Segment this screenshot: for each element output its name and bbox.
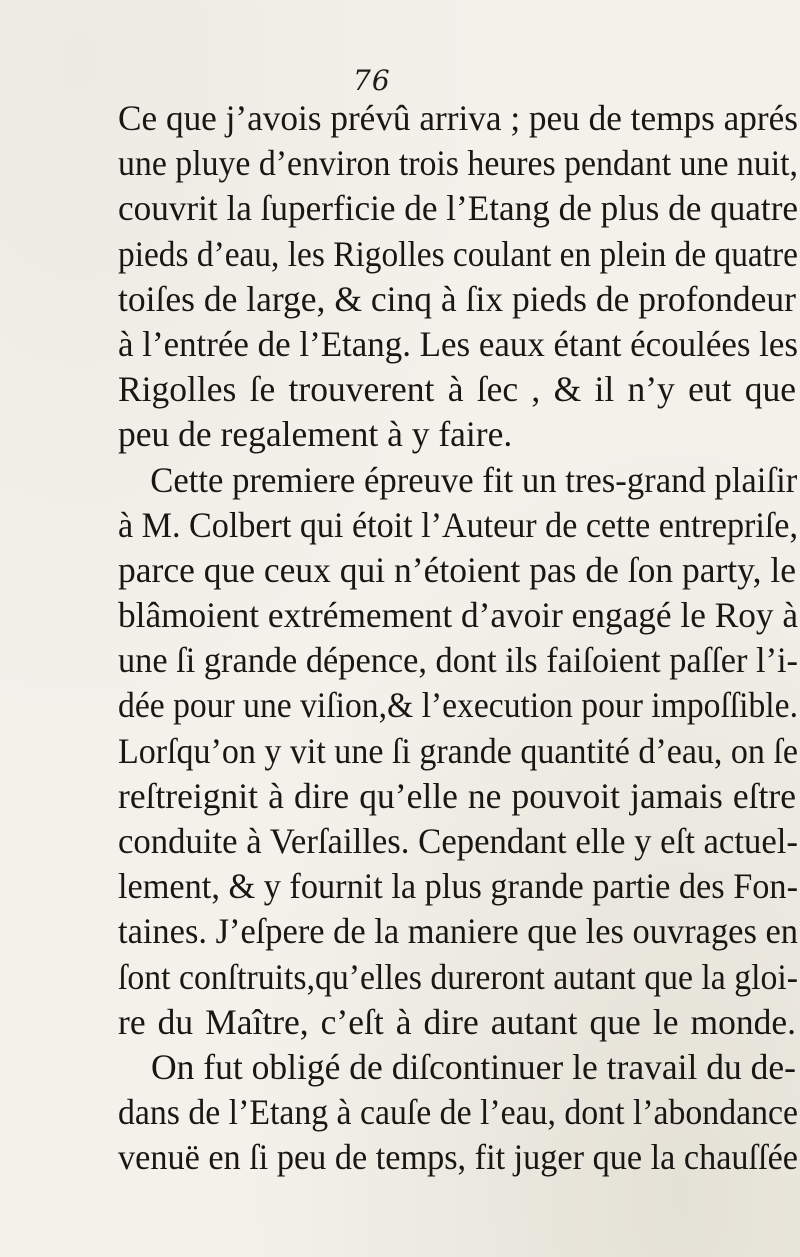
text-line: pieds d’eau, les Rigolles coulant en plein de quatre bbox=[118, 233, 798, 274]
paragraph-start-line: On fut obligé de diſcontinuer le travail du de- bbox=[151, 1046, 796, 1087]
text-line: Rigolles ſe trouverent à ſec , & il n’y eut que bbox=[118, 369, 796, 410]
text-line: venuë en ſi peu de temps, fit juger que la chauſſée bbox=[118, 1137, 799, 1178]
text-line: dée pour une viſion,& l’execution pour impoſſible. bbox=[118, 685, 798, 726]
text-line: toiſes de large, & cinq à ſix pieds de profondeur bbox=[118, 278, 796, 319]
text-line: dans de l’Etang à cauſe de l’eau, dont l’abondance bbox=[118, 1092, 798, 1133]
text-line: couvrit la ſuperficie de l’Etang de plus de quatre bbox=[118, 188, 799, 229]
text-line: reſtreignit à dire qu’elle ne pouvoit jamais eſtre bbox=[118, 775, 796, 816]
page-text bbox=[118, 96, 798, 1181]
text-line: Ce que j’avois prévû arriva ; peu de temps aprés bbox=[118, 98, 798, 138]
text-line: parce que ceux qui n’étoient pas de ſon party, le bbox=[118, 549, 796, 590]
text-line: une ſi grande dépence, dont ils faiſoient paſſer l’i- bbox=[118, 640, 799, 681]
text-line: Lorſqu’on y vit une ſi grande quantité d’eau, on ſe bbox=[118, 730, 798, 771]
paragraph-start-line: Cette premiere épreuve fit un tres-grand plaiſir bbox=[150, 459, 798, 500]
text-line: ſont conſtruits,qu’elles dureront autant que la gloi- bbox=[118, 956, 799, 997]
text-line: taines. J’eſpere de la maniere que les ouvrages en bbox=[118, 911, 799, 952]
text-line: blâmoient extrémement d’avoir engagé le Roy à bbox=[118, 595, 799, 636]
text-line: à l’entrée de l’Etang. Les eaux étant écoulées les bbox=[118, 323, 799, 364]
text-line: conduite à Verſailles. Cependant elle y eſt actuel- bbox=[118, 821, 798, 861]
text-line: lement, & y fournit la plus grande partie des Fon- bbox=[118, 866, 798, 907]
page-number: 76 bbox=[353, 64, 391, 97]
text-line: une pluye d’environ trois heures pendant une nuit, bbox=[118, 143, 799, 184]
text-line: re du Maître, c’eſt à dire autant que le monde. bbox=[118, 1001, 796, 1042]
text-line: peu de regalement à y faire. bbox=[118, 414, 513, 455]
text-line: à M. Colbert qui étoit l’Auteur de cette entrepriſe, bbox=[118, 504, 798, 545]
